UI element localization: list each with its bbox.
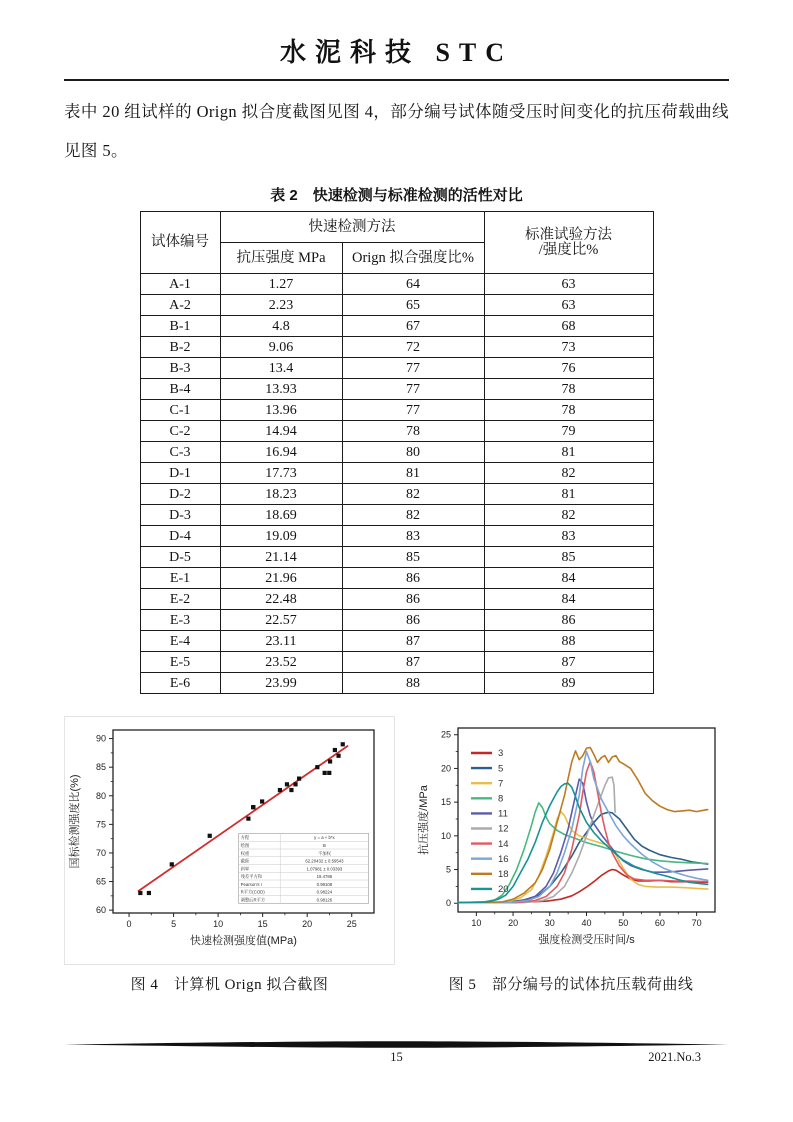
series-line-16 xyxy=(458,752,708,903)
scatter-point xyxy=(341,742,345,746)
table-cell: B-4 xyxy=(140,379,220,400)
scatter-point xyxy=(315,765,319,769)
scatter-point xyxy=(333,748,337,752)
table-cell: 77 xyxy=(342,379,484,400)
legend-label: 3 xyxy=(498,748,504,760)
table-cell: 86 xyxy=(484,610,653,631)
table-row xyxy=(140,631,653,652)
scatter-point xyxy=(285,782,289,786)
table-row xyxy=(140,673,653,694)
stat-value: 0.98126 xyxy=(316,897,333,903)
table-cell: 65 xyxy=(342,295,484,316)
scatter-point xyxy=(246,817,250,821)
page-number: 15 xyxy=(390,1050,403,1064)
table-cell: B-2 xyxy=(140,337,220,358)
table-cell: 87 xyxy=(342,631,484,652)
scatter-point xyxy=(327,771,331,775)
table-cell: 23.11 xyxy=(220,631,342,652)
table-cell: 22.57 xyxy=(220,610,342,631)
scatter-point xyxy=(293,782,297,786)
table-cell: 81 xyxy=(484,442,653,463)
table-cell: 81 xyxy=(484,484,653,505)
stat-label: 截距 xyxy=(240,858,250,864)
table-row xyxy=(140,652,653,673)
y-tick-label: 70 xyxy=(95,847,106,858)
stat-value: y = a + b*x xyxy=(314,835,335,841)
scatter-point xyxy=(208,834,212,838)
table-cell: E-6 xyxy=(140,673,220,694)
table-cell: 23.52 xyxy=(220,652,342,673)
scatter-point xyxy=(278,788,282,792)
table-cell: D-5 xyxy=(140,547,220,568)
table-row xyxy=(140,463,653,484)
table-cell: 79 xyxy=(484,421,653,442)
page-header xyxy=(64,36,729,81)
table-cell: 88 xyxy=(484,631,653,652)
journal-title: 水泥科技 STC xyxy=(279,38,514,67)
x-tick-label: 40 xyxy=(581,918,592,928)
x-tick-label: 0 xyxy=(126,919,132,929)
stat-label: 权重 xyxy=(240,850,250,856)
y-tick-label: 90 xyxy=(95,733,106,744)
y-axis-label: 国标检测强度比(%) xyxy=(69,774,81,869)
footer-decorative-line xyxy=(64,1040,729,1049)
table-row xyxy=(140,337,653,358)
table-cell: 84 xyxy=(484,589,653,610)
header-rapid-method-group: 快速检测方法 xyxy=(220,212,484,243)
y-tick-label: 10 xyxy=(440,830,451,841)
legend-label: 14 xyxy=(498,838,509,850)
issue-label: 2021.No.3 xyxy=(648,1050,701,1064)
scatter-point xyxy=(251,805,255,809)
table-cell: E-4 xyxy=(140,631,220,652)
y-axis-label: 抗压强度/MPa xyxy=(418,785,430,855)
y-tick-label: 5 xyxy=(445,864,451,875)
table-row xyxy=(140,316,653,337)
figure-5 xyxy=(413,716,729,994)
table-cell: 67 xyxy=(342,316,484,337)
stat-label: R平方(COD) xyxy=(240,889,265,895)
table-cell: 77 xyxy=(342,400,484,421)
y-tick-label: 60 xyxy=(95,905,106,916)
legend-label: 8 xyxy=(498,793,504,805)
legend-label: 11 xyxy=(498,808,508,820)
figure-4 xyxy=(64,716,395,994)
line-chart-svg xyxy=(414,716,728,963)
scatter-point xyxy=(260,799,264,803)
x-tick-label: 10 xyxy=(471,918,482,928)
x-tick-label: 50 xyxy=(618,918,629,928)
table-row xyxy=(140,568,653,589)
table-row xyxy=(140,421,653,442)
table-cell: 78 xyxy=(484,400,653,421)
x-tick-label: 70 xyxy=(691,918,702,928)
stat-label: 调整后R平方 xyxy=(240,897,266,903)
table-cell: C-1 xyxy=(140,400,220,421)
table-cell: 83 xyxy=(484,526,653,547)
x-tick-label: 25 xyxy=(346,919,357,929)
table-cell: 83 xyxy=(342,526,484,547)
table-cell: 64 xyxy=(342,274,484,295)
header-standard-method xyxy=(484,212,653,274)
scatter-point xyxy=(328,759,332,763)
header-standard-line1: 标准试验方法 xyxy=(525,226,612,243)
series-line-20 xyxy=(458,783,708,902)
table-cell: 76 xyxy=(484,358,653,379)
legend-label: 20 xyxy=(498,884,509,896)
stat-label: 斜率 xyxy=(240,866,250,872)
table-cell: 88 xyxy=(342,673,484,694)
table-cell: D-3 xyxy=(140,505,220,526)
scatter-point xyxy=(336,754,340,758)
table-cell: 21.14 xyxy=(220,547,342,568)
legend-label: 5 xyxy=(498,763,504,775)
y-tick-label: 80 xyxy=(95,790,106,801)
y-tick-label: 0 xyxy=(445,898,451,909)
stat-value: 0.99108 xyxy=(316,881,333,887)
scatter-point xyxy=(138,891,142,895)
y-tick-label: 25 xyxy=(440,729,451,740)
table-header-row-1 xyxy=(140,212,653,243)
table-cell: A-2 xyxy=(140,295,220,316)
table-cell: 78 xyxy=(484,379,653,400)
table-row xyxy=(140,295,653,316)
table-cell: D-4 xyxy=(140,526,220,547)
y-tick-label: 15 xyxy=(440,797,451,808)
table-cell: 78 xyxy=(342,421,484,442)
table-row xyxy=(140,547,653,568)
table-cell: 84 xyxy=(484,568,653,589)
scatter-point xyxy=(289,788,293,792)
table-row xyxy=(140,379,653,400)
table-cell: 1.27 xyxy=(220,274,342,295)
figure-4-caption: 图 4 计算机 Orign 拟合截图 xyxy=(130,977,329,993)
header-rule xyxy=(64,79,729,81)
header-compressive-strength: 抗压强度 MPa xyxy=(220,243,342,274)
figure-5-caption: 图 5 部分编号的试体抗压载荷曲线 xyxy=(448,977,694,993)
table-cell: 4.8 xyxy=(220,316,342,337)
stat-label: 方程 xyxy=(240,835,250,841)
header-orign-ratio: Orign 拟合强度比% xyxy=(342,243,484,274)
stat-label: Pearson's r xyxy=(240,881,263,887)
table-cell: 85 xyxy=(484,547,653,568)
intro-paragraph: 表中 20 组试样的 Orign 拟合度截图见图 4，部分编号试体随受压时间变化的抗压荷载曲线见图 5。 xyxy=(64,102,729,160)
scatter-point xyxy=(170,862,174,866)
origin-fit-scatter-chart xyxy=(64,716,395,965)
stat-value: 1.07981 ± 0.03393 xyxy=(306,866,343,872)
table-cell: 19.09 xyxy=(220,526,342,547)
table-cell: 16.94 xyxy=(220,442,342,463)
scatter-point xyxy=(323,771,327,775)
table-cell: 82 xyxy=(342,484,484,505)
table-cell: 13.93 xyxy=(220,379,342,400)
table-cell: 82 xyxy=(484,505,653,526)
header-specimen-id: 试体编号 xyxy=(140,212,220,274)
table-cell: 82 xyxy=(484,463,653,484)
table-cell: 21.96 xyxy=(220,568,342,589)
table-cell: 22.48 xyxy=(220,589,342,610)
table-row xyxy=(140,358,653,379)
table-cell: 73 xyxy=(484,337,653,358)
table-cell: B-3 xyxy=(140,358,220,379)
table-cell: 17.73 xyxy=(220,463,342,484)
stat-value: 不加权 xyxy=(317,850,331,856)
table-cell: 23.99 xyxy=(220,673,342,694)
table-cell: 87 xyxy=(484,652,653,673)
table-row xyxy=(140,610,653,631)
stat-value: 0.98224 xyxy=(316,889,333,895)
figures-row xyxy=(64,716,729,994)
table-cell: 86 xyxy=(342,568,484,589)
comparison-table xyxy=(140,211,654,694)
stat-label: 残差平方和 xyxy=(240,874,263,880)
table-cell: A-1 xyxy=(140,274,220,295)
x-axis-label: 快速检测强度值(MPa) xyxy=(190,935,297,947)
table-cell: 82 xyxy=(342,505,484,526)
table-cell: 18.69 xyxy=(220,505,342,526)
table-cell: 85 xyxy=(342,547,484,568)
table-row xyxy=(140,505,653,526)
table-cell: E-1 xyxy=(140,568,220,589)
stat-label: 绘图 xyxy=(240,842,250,848)
table-cell: D-2 xyxy=(140,484,220,505)
x-tick-label: 30 xyxy=(544,918,555,928)
table-row xyxy=(140,274,653,295)
x-tick-label: 5 xyxy=(171,919,177,929)
table-cell: 86 xyxy=(342,589,484,610)
stat-value: 19.4786 xyxy=(316,874,333,880)
legend-label: 7 xyxy=(498,778,504,790)
scatter-svg xyxy=(65,717,394,964)
table-cell: 68 xyxy=(484,316,653,337)
table-cell: 9.06 xyxy=(220,337,342,358)
table-cell: 80 xyxy=(342,442,484,463)
header-standard-line2: /强度比% xyxy=(538,241,599,258)
series-line-3 xyxy=(458,870,708,903)
table-caption: 表 2 快速检测与标准检测的活性对比 xyxy=(270,187,523,204)
table-cell: 63 xyxy=(484,274,653,295)
table-cell: E-5 xyxy=(140,652,220,673)
table-cell: C-3 xyxy=(140,442,220,463)
stat-value: 62.20432 ± 0.59543 xyxy=(305,858,344,864)
y-tick-label: 75 xyxy=(95,819,106,830)
footer-row xyxy=(64,1050,729,1070)
table-cell: 86 xyxy=(342,610,484,631)
y-tick-label: 65 xyxy=(95,876,106,887)
x-tick-label: 60 xyxy=(654,918,665,928)
table-cell: 14.94 xyxy=(220,421,342,442)
table-cell: 77 xyxy=(342,358,484,379)
table-row xyxy=(140,442,653,463)
y-tick-label: 85 xyxy=(95,762,106,773)
table-cell: 13.4 xyxy=(220,358,342,379)
legend-label: 16 xyxy=(498,853,509,865)
x-tick-label: 10 xyxy=(213,919,224,929)
table-cell: 2.23 xyxy=(220,295,342,316)
x-tick-label: 20 xyxy=(302,919,313,929)
table-cell: B-1 xyxy=(140,316,220,337)
stat-value: B xyxy=(322,842,326,848)
table-row xyxy=(140,526,653,547)
table-cell: 72 xyxy=(342,337,484,358)
table-cell: E-3 xyxy=(140,610,220,631)
legend-label: 12 xyxy=(498,823,509,835)
table-row xyxy=(140,484,653,505)
table-cell: C-2 xyxy=(140,421,220,442)
table-cell: 18.23 xyxy=(220,484,342,505)
table-row xyxy=(140,589,653,610)
table-cell: 13.96 xyxy=(220,400,342,421)
legend-label: 18 xyxy=(498,869,509,880)
table-cell: D-1 xyxy=(140,463,220,484)
scatter-point xyxy=(297,777,301,781)
y-tick-label: 20 xyxy=(440,763,451,774)
table-row xyxy=(140,400,653,421)
x-tick-label: 15 xyxy=(257,919,268,929)
x-tick-label: 20 xyxy=(508,918,519,928)
table-cell: 63 xyxy=(484,295,653,316)
scatter-point xyxy=(147,891,151,895)
page-footer xyxy=(64,1040,729,1070)
table-cell: 87 xyxy=(342,652,484,673)
table-cell: 89 xyxy=(484,673,653,694)
load-curves-chart xyxy=(413,716,729,965)
table-cell: E-2 xyxy=(140,589,220,610)
table-cell: 81 xyxy=(342,463,484,484)
x-axis-label: 强度检测受压时间/s xyxy=(538,934,635,946)
